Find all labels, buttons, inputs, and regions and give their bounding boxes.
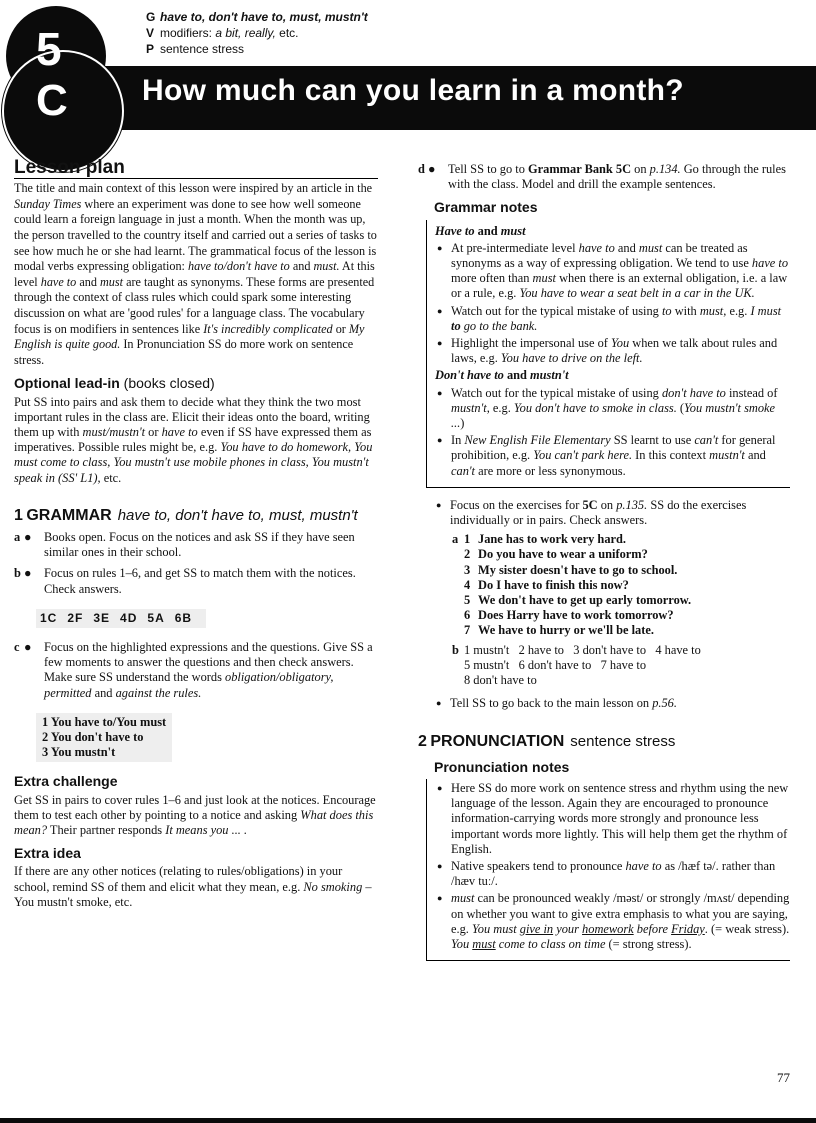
right-column — [418, 160, 790, 961]
grammar-notes — [418, 200, 790, 487]
grammar-notes-heading: Grammar notes — [434, 199, 538, 216]
page-title: How much can you learn in a month? — [142, 74, 684, 107]
exercise-a-answers: a 1 Jane has to work very hard. 2 Do you have to wear a uniform? 3 My sister doesn't have to go to school. 4 Do I have to finish this now? 5 We don't have to get up early tomorrow. 6 Does Harry have to work tomorrow? 7 We have to hurry or we'll be late. — [452, 532, 692, 638]
focus-vocabulary: V modifiers: a bit, really, etc. — [146, 26, 299, 40]
optional-leadin-heading: Optional lead-in (books closed) — [14, 375, 215, 392]
grammar-step-c: c ● Focus on the highlighted expressions and the questions. Give SS a few moments to answer the questions and then check answers. Make sure SS understand the words obligation/obligatory, permitted and against the rules. — [14, 639, 373, 700]
grammar-notes-box — [426, 220, 790, 488]
lesson-plan-intro: The title and main context of this lesson were inspired by an article in the Sunday Times where an experiment was done to see how well someone could learn a foreign language in just a month. When the month was up, the person travelled to the country itself and carried out a series of tasks to see how much he or she had learnt. The grammatical focus of the lesson is modal verbs expressing obligation: have to/don't have to and must. At this level have to and must are taught as synonyms. These forms are presented through the context of class rules which could spark some interesting discussion on what are 'good rules' for a language class. The vocabulary focus is on modifiers in sentences like It's incredibly complicated or My English is quite good. In Pronunciation SS do more work on sentence stress. — [14, 181, 377, 367]
focus-grammar: G have to, don't have to, must, mustn't — [146, 10, 368, 24]
page-number: 77 — [777, 1070, 790, 1085]
lesson-plan-heading: Lesson plan — [14, 160, 378, 179]
back-to-lesson: ● Tell SS to go back to the main lesson on p.56. — [434, 696, 790, 711]
grammar-note: ● In New English File Elementary SS learnt to use can't for general prohibition, e.g. You can't park here. In this context mustn't and can't are more or less synonymous. — [435, 433, 790, 479]
unit-number: 5 — [36, 23, 62, 75]
grammar-step-d: d ● Tell SS to go to Grammar Bank 5C on p.134. Go through the rules with the class. Model and drill the example sentences. — [418, 162, 786, 192]
grammar-step-a: a ● Books open. Focus on the notices and ask SS if they have seen similar ones in their school. — [14, 529, 355, 560]
grammar-b-answers: 1C 2F 3E 4D 5A 6B — [36, 609, 206, 628]
pronunciation-note: ● Native speakers tend to pronounce have to as /hæf tə/. rather than /hæv tuː/. — [435, 859, 790, 889]
grammar-step-b: b ● Focus on rules 1–6, and get SS to match them with the notices. Check answers. — [14, 566, 356, 596]
pronunciation-notes-box — [426, 779, 790, 961]
extra-idea-text: If there are any other notices (relating to rules/obligations) in your school, remind SS of them and elicit what they mean, e.g. No smoking – You mustn't smoke, etc. — [14, 864, 372, 909]
pronunciation-note: ● Here SS do more work on sentence stress and rhythm using the new language of the lesson. Again they are encouraged to pronounce information-carrying words more strongly and pronounce less important words more lightly. This will help them get the rhythm of English. — [435, 781, 790, 857]
extra-challenge-text: Get SS in pairs to cover rules 1–6 and just look at the notices. Encourage them to test each other by pointing to a notice and asking What does this mean? Their partner responds It means you ... . — [14, 792, 376, 837]
pronunciation-notes-heading: Pronunciation notes — [434, 758, 570, 775]
exercise-b-answers: b 1 mustn't 2 have to 3 don't have to 4 have to 5 mustn't 6 don't have to 7 have to 8 don't have to — [452, 642, 701, 688]
grammar-section-heading: 1 GRAMMAR have to, don't have to, must, mustn't — [14, 506, 358, 524]
grammar-c-answers: 1 You have to/You must 2 You don't have to 3 You mustn't — [36, 713, 172, 763]
grammar-note: ● Watch out for the typical mistake of using don't have to instead of mustn't, e.g. You don't have to smoke in class. (You mustn't smoke ...) — [435, 386, 790, 432]
exercises-instruction: ● Focus on the exercises for 5C on p.135. SS do the exercises individually or in pairs. Check answers. — [434, 498, 790, 528]
pronunciation-section-heading: 2 PRONUNCIATION sentence stress — [418, 732, 676, 750]
optional-leadin-text: Put SS into pairs and ask them to decide what they think the two most important rules in the class are. Elicit their ideas onto the board, writing them up with must/mustn't or have to even if SS have expressed them as imperatives. Possible rules might be, e.g. You have to do homework, You must come to class, You mustn't use mobile phones in class, You mustn't speak in (SS' L1), etc. — [14, 394, 373, 485]
grammar-notes-sub1: Have to and must — [435, 223, 526, 238]
extra-idea-heading: Extra idea — [14, 845, 81, 862]
pronunciation-note: ● must can be pronounced weakly /məst/ or strongly /mʌst/ depending on whether you want to give extra emphasis to what you are saying, e.g. You must give in your homework before Friday. (= weak stress). You must come to class on time (= strong stress). — [435, 891, 790, 952]
bottom-rule — [0, 1118, 816, 1123]
grammar-notes-sub2: Don't have to and mustn't — [435, 368, 569, 383]
grammar-note: ● Highlight the impersonal use of You when we talk about rules and laws, e.g. You have to drive on the left. — [435, 336, 790, 366]
lesson-letter: C — [36, 76, 68, 125]
extra-challenge-heading: Extra challenge — [14, 773, 118, 790]
grammar-note: ● At pre-intermediate level have to and must can be treated as synonyms as a way of expressing obligation. We tend to use have to more often than must when there is an external obligation, i.e. a law or a rule, e.g. You have to wear a seat belt in a car in the UK. — [435, 241, 790, 302]
focus-pronunciation: P sentence stress — [146, 42, 245, 56]
grammar-note: ● Watch out for the typical mistake of using to with must, e.g. I must to go to the bank. — [435, 304, 790, 334]
left-column — [14, 157, 378, 910]
